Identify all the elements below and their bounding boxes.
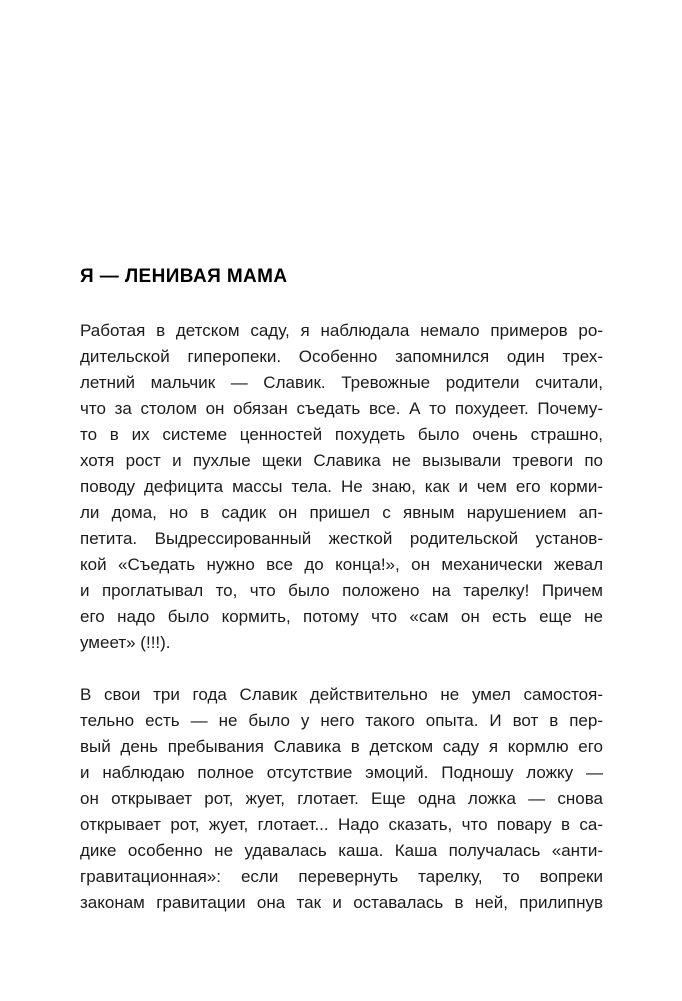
text-line: летний мальчик — Славик. Тревожные родители считали, (80, 373, 603, 392)
text-line: то в их системе ценностей похудеть было очень страшно, (80, 425, 603, 444)
text-line: хотя рост и пухлые щеки Славика не вызывали тревоги по (80, 451, 603, 470)
body-text (80, 318, 603, 916)
page-content (80, 266, 603, 942)
text-line: умеет» (!!!). (80, 633, 171, 652)
text-line: поводу дефицита массы тела. Не знаю, как и чем его корми- (80, 477, 603, 496)
text-line: что за столом он обязан съедать все. А то похудеет. Почему- (80, 399, 603, 418)
text-line: Работая в детском саду, я наблюдала немало примеров ро- (80, 321, 603, 340)
text-line: гравитационная»: если перевернуть тарелку, то вопреки (80, 867, 603, 886)
paragraph (80, 682, 603, 916)
text-line: и проглатывал то, что было положено на тарелку! Причем (80, 581, 603, 600)
text-line: ли дома, но в садик он пришел с явным нарушением ап- (80, 503, 603, 522)
chapter-title: Я — ЛЕНИВАЯ МАМА (80, 266, 288, 287)
text-line: дике особенно не удавалась каша. Каша получалась «анти- (80, 841, 603, 860)
text-line: открывает рот, жует, глотает... Надо сказать, что повару в са- (80, 815, 603, 834)
text-line: вый день пребывания Славика в детском саду я кормлю его (80, 737, 603, 756)
text-line: В свои три года Славик действительно не умел самостоя- (80, 685, 603, 704)
paragraph (80, 318, 603, 656)
text-line: дительской гиперопеки. Особенно запомнился один трех- (80, 347, 603, 366)
text-line: кой «Съедать нужно все до конца!», он механически жевал (80, 555, 603, 574)
text-line: петита. Выдрессированный жесткой родительской установ- (80, 529, 603, 548)
text-line: законам гравитации она так и оставалась в ней, прилипнув (80, 893, 603, 912)
text-line: его надо было кормить, потому что «сам он есть еще не (80, 607, 603, 626)
text-line: и наблюдаю полное отсутствие эмоций. Подношу ложку — (80, 763, 603, 782)
text-line: тельно есть — не было у него такого опыта. И вот в пер- (80, 711, 603, 730)
text-line: он открывает рот, жует, глотает. Еще одна ложка — снова (80, 789, 603, 808)
